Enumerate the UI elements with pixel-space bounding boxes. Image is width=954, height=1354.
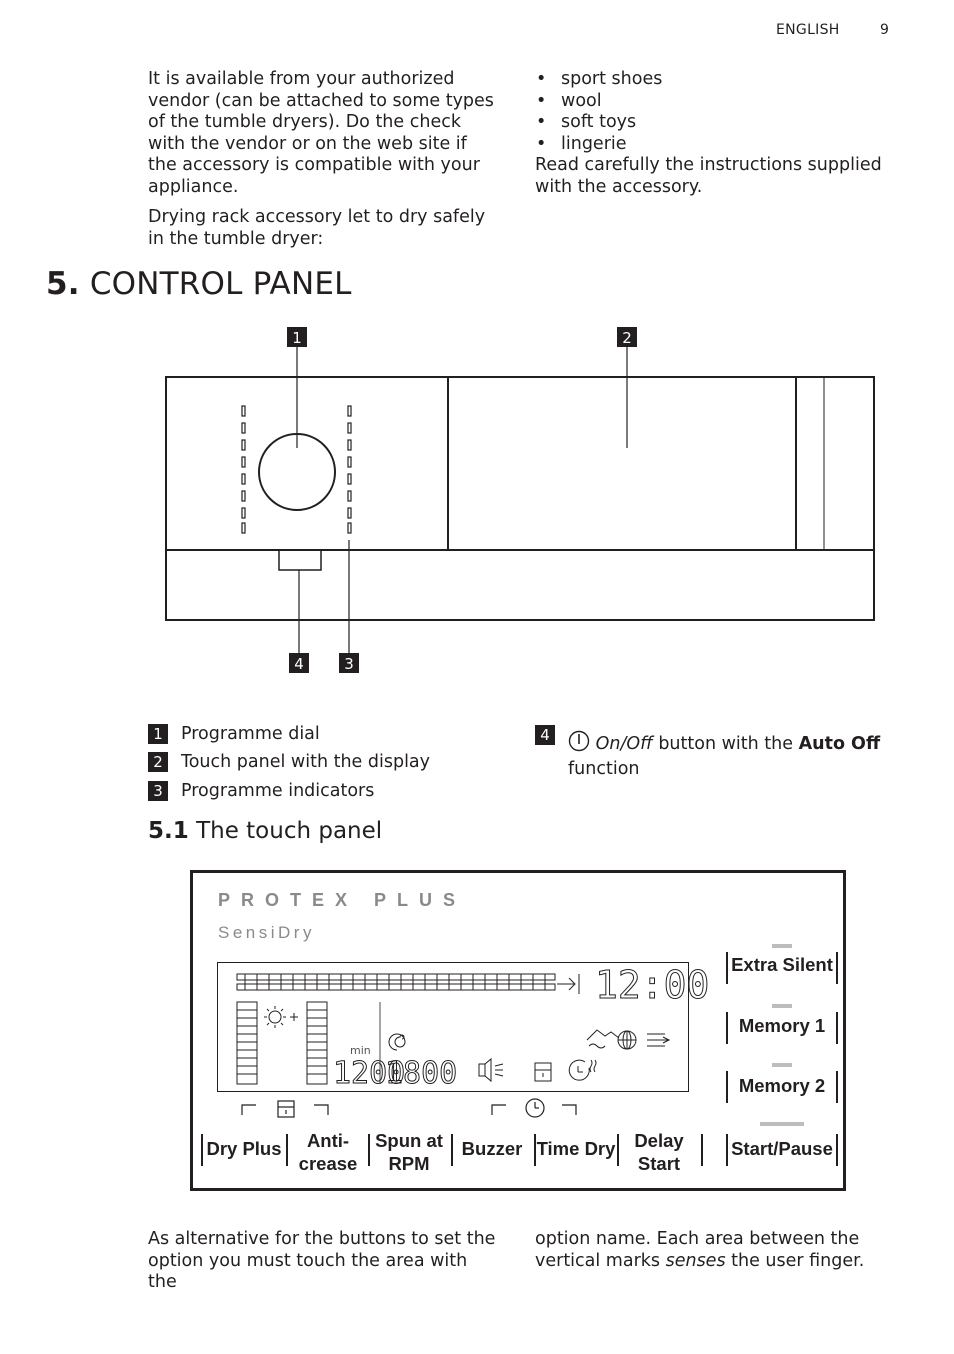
end-arrow-icon	[557, 974, 579, 994]
intro-paragraph-1: It is available from your authorized vendor (can be attached to some types of the tumble dryers). Do the check with the vendor or on the web site if the accessory is compatible with your appliance.	[148, 69, 494, 197]
legend-text-cont: function	[568, 758, 640, 779]
subsection-title: The touch panel	[196, 818, 383, 844]
delay-start-label-1: Delay	[634, 1130, 684, 1151]
spun-at-rpm-button[interactable]	[370, 1130, 448, 1174]
subsection-heading	[148, 818, 382, 844]
buzzer-button[interactable]: Buzzer	[461, 1138, 523, 1159]
delay-clock-icon	[569, 1060, 596, 1080]
legend-text: Programme dial	[181, 724, 320, 744]
list-item: • lingerie	[535, 134, 885, 156]
indicator-light	[772, 944, 792, 948]
power-icon	[568, 730, 590, 759]
on-off-label: On/Off	[595, 734, 653, 754]
section-number: 5.	[46, 266, 80, 302]
anti-crease-label-1: Anti-	[306, 1130, 350, 1151]
callout-3: 3	[344, 655, 354, 673]
intro-paragraph-2: Drying rack accessory let to dry safely in the tumble dryer:	[148, 207, 486, 249]
page-number: 9	[880, 22, 890, 38]
spun-at-label-1: Spun at	[375, 1130, 443, 1151]
brand-protex-plus: PROTEX PLUS	[218, 890, 467, 910]
footer-right-2: the user finger.	[725, 1250, 865, 1271]
control-panel-diagram	[0, 320, 954, 690]
dry-plus-button[interactable]: Dry Plus	[206, 1138, 282, 1159]
buzzer-icon	[479, 1059, 503, 1081]
rpm-max-readout: 1800	[385, 1056, 458, 1091]
rpm-min-readout: 1200	[333, 1056, 406, 1091]
legend-text: button with the	[652, 734, 799, 754]
sun-icon	[264, 1006, 286, 1028]
callout-lines	[297, 347, 627, 653]
auto-off-label: Auto Off	[798, 734, 881, 754]
callout-1: 1	[292, 329, 302, 347]
progress-segments	[237, 974, 555, 990]
callout-badges	[287, 327, 637, 673]
indicator-light	[772, 1004, 792, 1008]
memory-2-button[interactable]: Memory 2	[738, 1075, 826, 1096]
anti-crease-button[interactable]	[288, 1130, 368, 1174]
legend-text: Programme indicators	[181, 781, 375, 801]
list-item: • soft toys	[535, 112, 885, 134]
touch-area-markers	[230, 1095, 590, 1125]
anti-crease-label-2: crease	[298, 1153, 358, 1174]
accessory-note: Read carefully the instructions supplied with the accessory.	[535, 155, 882, 197]
wind-icon	[647, 1034, 669, 1046]
list-item: • wool	[535, 91, 885, 113]
anti-crease-icon	[535, 1063, 551, 1081]
callout-4: 4	[294, 655, 304, 673]
start-pause-button[interactable]: Start/Pause	[731, 1138, 833, 1159]
panel-outline	[166, 377, 874, 620]
footer-left-text: As alternative for the buttons to set the option you must touch the area with the	[148, 1229, 496, 1292]
header-language: ENGLISH	[776, 22, 840, 38]
spiral-icon	[389, 1034, 405, 1050]
plus-icon	[290, 1013, 298, 1021]
section-heading	[46, 266, 352, 302]
footer-right-text	[535, 1229, 885, 1272]
time-readout: 12:00	[595, 963, 710, 1007]
display-area	[448, 377, 796, 550]
subsection-number: 5.1	[148, 818, 189, 844]
footer-right-1: option name. Each area between the vertical marks	[535, 1229, 860, 1271]
footer-right-italic: senses	[665, 1250, 726, 1271]
section-title: CONTROL PANEL	[89, 266, 352, 302]
intro-left-column	[148, 69, 498, 259]
delay-start-button[interactable]	[619, 1130, 699, 1174]
legend-badge: 2	[148, 752, 168, 772]
list-item: • sport shoes	[535, 69, 885, 91]
legend-badge: 1	[148, 724, 168, 744]
indicator-light	[760, 1122, 804, 1126]
on-off-button-shape	[279, 550, 321, 570]
globe-icon	[618, 1031, 636, 1049]
intro-right-column	[535, 69, 885, 198]
time-dry-button[interactable]: Time Dry	[536, 1138, 616, 1159]
fabric-care-icon	[587, 1030, 619, 1048]
legend-badge: 4	[535, 725, 555, 745]
accessory-list	[535, 69, 885, 155]
level-bar-right	[307, 1002, 327, 1084]
spun-at-label-2: RPM	[388, 1153, 430, 1174]
legend-badge: 3	[148, 781, 168, 801]
brand-sensidry: SensiDry	[218, 923, 315, 942]
legend-text: Touch panel with the display	[181, 752, 431, 772]
extra-silent-button[interactable]: Extra Silent	[731, 954, 833, 975]
memory-1-button[interactable]: Memory 1	[738, 1015, 826, 1036]
delay-start-label-2: Start	[637, 1153, 681, 1174]
callout-2: 2	[622, 329, 632, 347]
min-label: min	[350, 1044, 371, 1057]
level-bar-left	[237, 1002, 257, 1084]
indicator-light	[772, 1063, 792, 1067]
lcd-segments	[217, 962, 710, 1092]
